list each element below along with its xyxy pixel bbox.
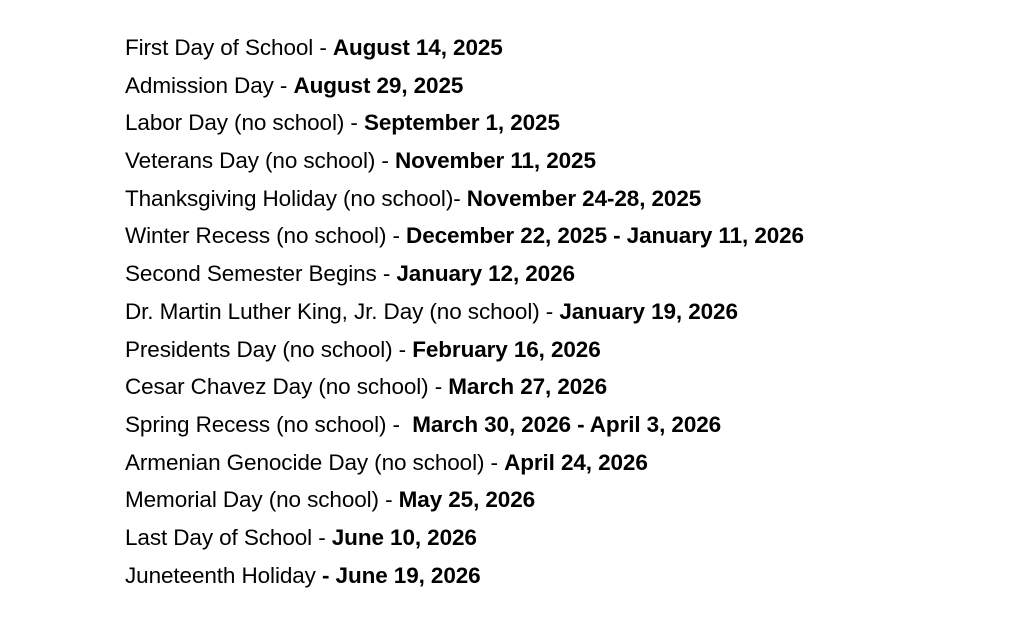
calendar-list bbox=[125, 29, 804, 594]
event-name: Last Day of School - bbox=[125, 524, 332, 550]
event-name: Juneteenth Holiday bbox=[125, 562, 316, 588]
event-date: December 22, 2025 - January 11, 2026 bbox=[406, 223, 804, 249]
calendar-item bbox=[125, 557, 804, 595]
calendar-item bbox=[125, 519, 804, 557]
event-name: Cesar Chavez Day (no school) - bbox=[125, 374, 449, 400]
event-name: Winter Recess (no school) - bbox=[125, 223, 407, 249]
calendar-item bbox=[125, 29, 804, 67]
event-name: Spring Recess (no school) - bbox=[125, 411, 413, 437]
event-date: November 24-28, 2025 bbox=[466, 185, 702, 211]
event-date: August 14, 2025 bbox=[332, 35, 503, 60]
event-date: September 1, 2025 bbox=[363, 110, 560, 136]
event-name: Presidents Day (no school) - bbox=[125, 336, 413, 362]
calendar-item bbox=[125, 255, 804, 293]
event-date: February 16, 2026 bbox=[412, 336, 601, 362]
calendar-item bbox=[125, 217, 804, 255]
event-date: June 10, 2026 bbox=[331, 524, 477, 550]
calendar-item bbox=[125, 368, 804, 406]
calendar-item bbox=[125, 67, 804, 105]
event-name: Thanksgiving Holiday (no school)- bbox=[125, 185, 467, 211]
event-date: March 30, 2026 - April 3, 2026 bbox=[412, 411, 722, 437]
event-date: January 12, 2026 bbox=[396, 261, 575, 287]
event-name: Admission Day - bbox=[125, 72, 294, 98]
event-name: Armenian Genocide Day (no school) - bbox=[125, 449, 505, 475]
event-date: November 11, 2025 bbox=[394, 148, 596, 174]
calendar-item bbox=[125, 104, 804, 142]
event-name: Memorial Day (no school) - bbox=[125, 487, 399, 513]
event-date: May 25, 2026 bbox=[398, 487, 536, 513]
calendar-item bbox=[125, 142, 804, 180]
event-date: January 19, 2026 bbox=[559, 298, 738, 324]
event-name: Veterans Day (no school) - bbox=[125, 148, 395, 174]
calendar-item bbox=[125, 293, 804, 331]
event-date: - June 19, 2026 bbox=[315, 562, 481, 588]
calendar-item bbox=[125, 406, 804, 444]
event-name: First Day of School - bbox=[125, 35, 333, 60]
event-date: August 29, 2025 bbox=[293, 72, 464, 98]
event-date: March 27, 2026 bbox=[448, 374, 607, 400]
event-name: Labor Day (no school) - bbox=[125, 110, 364, 136]
calendar-item bbox=[125, 331, 804, 369]
calendar-item bbox=[125, 481, 804, 519]
calendar-item bbox=[125, 180, 804, 218]
event-date: April 24, 2026 bbox=[504, 449, 648, 475]
event-name: Second Semester Begins - bbox=[125, 261, 397, 287]
event-name: Dr. Martin Luther King, Jr. Day (no school) - bbox=[125, 298, 560, 324]
calendar-item bbox=[125, 444, 804, 482]
